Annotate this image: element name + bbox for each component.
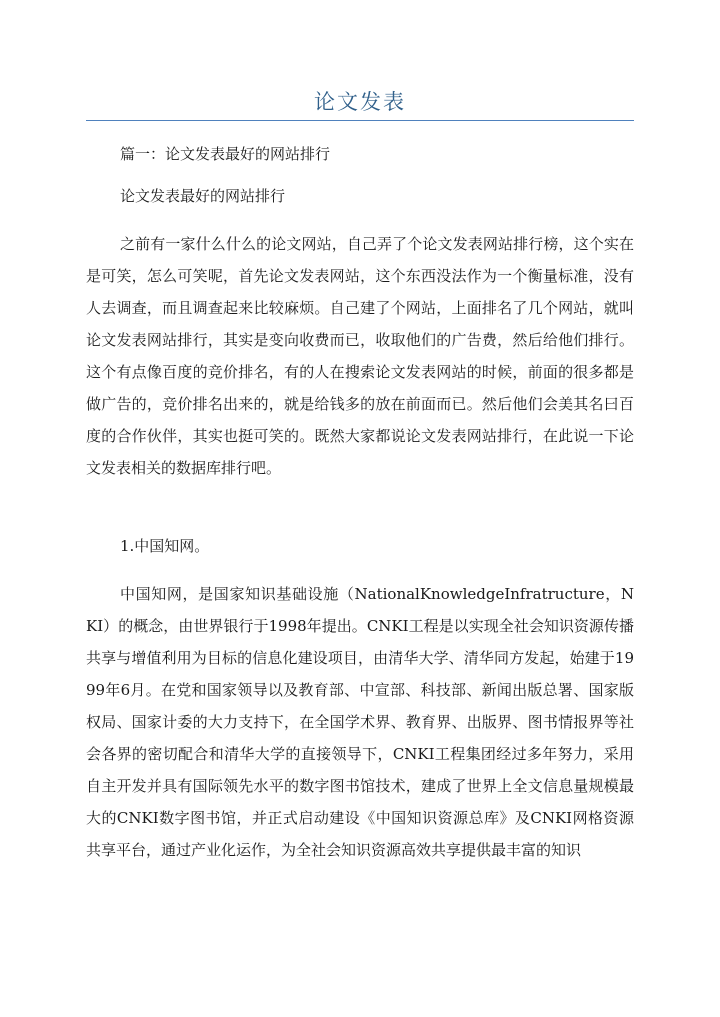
title-divider bbox=[86, 120, 634, 121]
cnki-paragraph: 中国知网，是国家知识基础设施（NationalKnowledgeInfratructure，NKI）的概念，由世界银行于1998年提出。CNKI工程是以实现全社会知识资源传播共享与增值利用为目标的信息化建设项目，由清华大学、清华同方发起，始建于1999年6月。在党和国家领导以及教育部、中宣部、科技部、新闻出版总署、国家版权局、国家计委的大力支持下，在全国学术界、教育界、出版界、图书情报界等社会各界的密切配合和清华大学的直接领导下，CNKI工程集团经过多年努力，采用自主开发并具有国际领先水平的数字图书馆技术，建成了世界上全文信息量规模最大的CNKI数字图书馆，并正式启动建设《中国知识资源总库》及CNKI网格资源共享平台，通过产业化运作，为全社会知识资源高效共享提供最丰富的知识 bbox=[86, 585, 634, 859]
document-title: 论文发表 bbox=[314, 90, 406, 114]
intro-paragraph: 之前有一家什么什么的论文网站，自己弄了个论文发表网站排行榜，这个实在是可笑，怎么可笑呢，首先论文发表网站，这个东西没法作为一个衡量标准，没有人去调查，而且调查起来比较麻烦。自己建了个网站，上面排名了几个网站，就叫论文发表网站排行，其实是变向收费而已，收取他们的广告费，然后给他们排行。这个有点像百度的竞价排名，有的人在搜索论文发表网站的时候，前面的很多都是做广告的，竞价排名出来的，就是给钱多的放在前面而已。然后他们会美其名曰百度的合作伙伴，其实也挺可笑的。既然大家都说论文发表网站排行，在此说一下论文发表相关的数据库排行吧。 bbox=[86, 235, 634, 477]
article-heading: 论文发表最好的网站排行 bbox=[120, 187, 286, 205]
list-item-cnki: 1.中国知网。 bbox=[120, 537, 210, 555]
section-heading: 篇一：论文发表最好的网站排行 bbox=[120, 145, 331, 163]
